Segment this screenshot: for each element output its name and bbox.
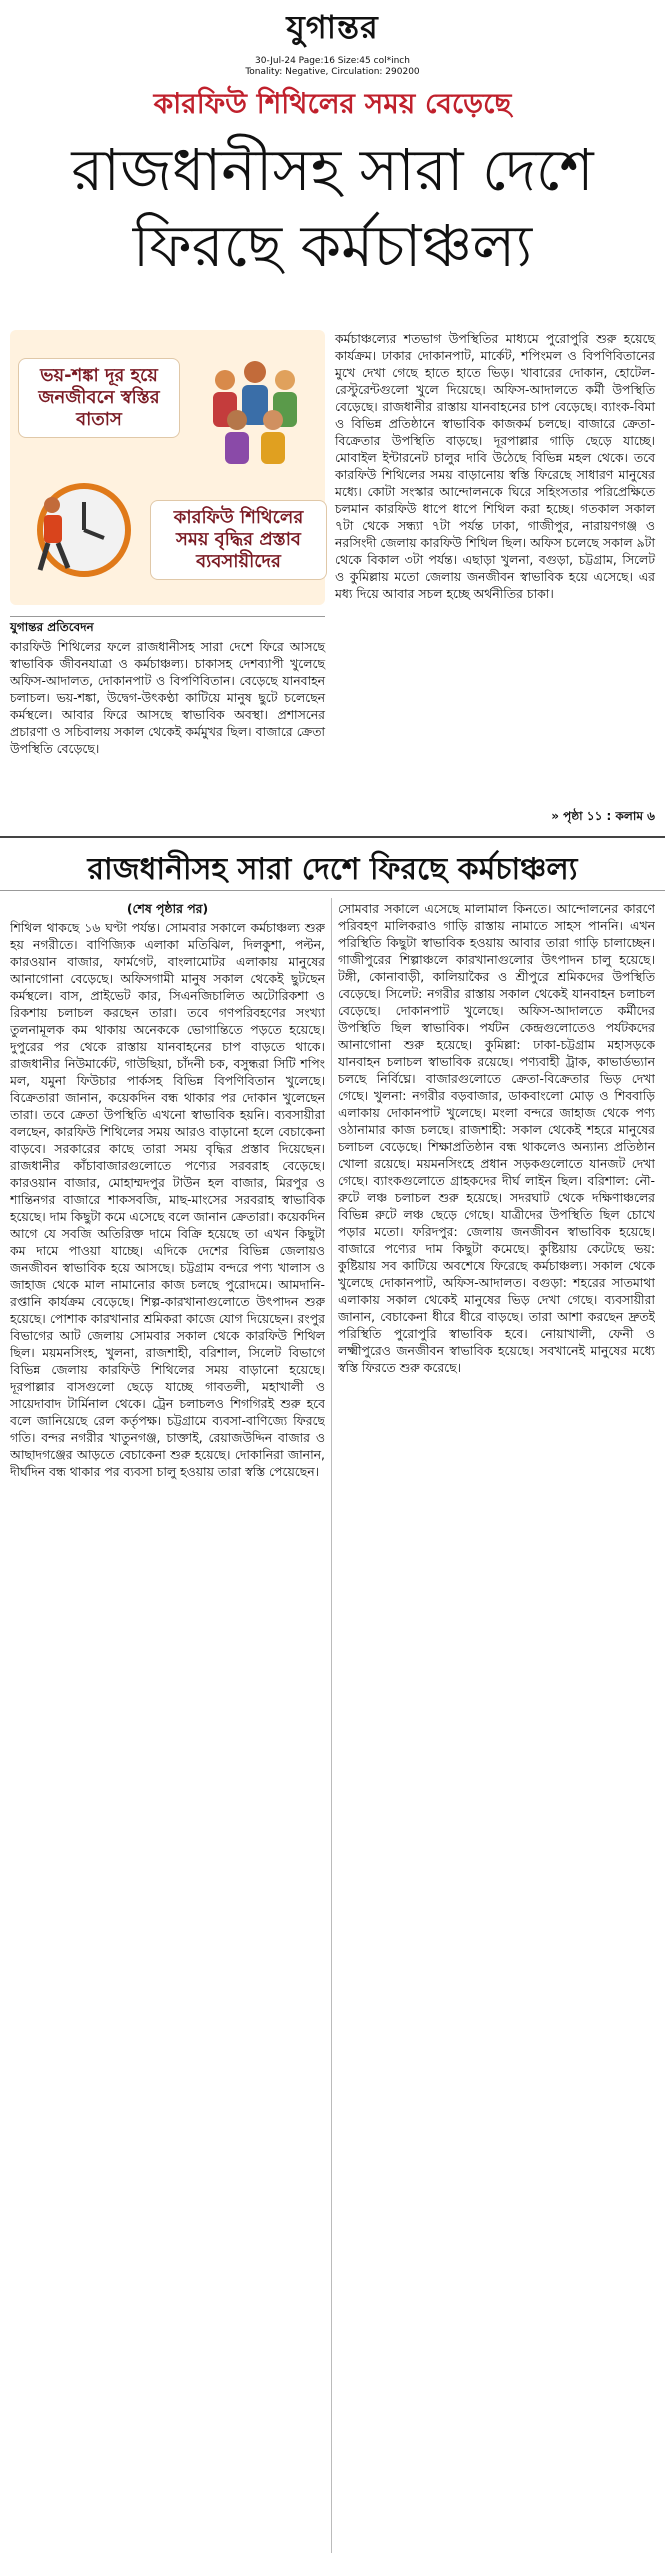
crowd-icon	[195, 350, 315, 470]
infographic-bubble-relief: ভয়-শঙ্কা দূর হয়ে জনজীবনে স্বস্তির বাতাস	[18, 358, 180, 438]
main-headline	[0, 132, 665, 284]
clipping-meta-line2: Tonality: Negative, Circulation: 290200	[245, 67, 420, 77]
newspaper-logo: যুগান্তর	[286, 8, 379, 46]
section-divider	[0, 836, 665, 838]
continuation-rule	[0, 890, 665, 891]
clipping-meta-line1: 30-Jul-24 Page:16 Size:45 col*inch	[255, 56, 410, 66]
article-intro-right: কর্মচাঞ্চল্যের শতভাগ উপস্থিতির মাধ্যমে পুরোপুরি শুরু হয়েছে কার্যক্রম। ঢাকার দোকানপাট, মার্কেট, শপিংমল ও বিপণিবিতানের মুখে দেখা গেছে হাতে হাতে ভিড়। খাবারের দোকান, হোটেল-রেস্টুরেন্টগুলো খুলে দিয়েছে। অফিস-আদালতে কর্মী উপস্থিতি বেড়েছে। রাজধানীর রাস্তায় যানবাহনের চাপ বেড়েছে। ব্যাংক-বিমা ও বিভিন্ন প্রতিষ্ঠানে স্বাভাবিক কাজকর্ম চলছে। বাজারে ক্রেতা-বিক্রেতার উপস্থিতি বাড়ছে। দূরপাল্লার গাড়ি ছেড়ে যাচ্ছে। মোবাইল ইন্টারনেট চালুর দাবি উঠেছে বিভিন্ন মহল থেকে। তবে কারফিউ শিথিলের সময় বাড়ানোয় স্বস্তি ফিরেছে সাধারণ মানুষের মধ্যে। কোটা সংস্কার আন্দোলনকে ঘিরে সহিংসতার পরিপ্রেক্ষিতে চলমান কারফিউ ধাপে ধাপে শিথিল করা হচ্ছে। গতকাল সকাল ৭টা থেকে সন্ধ্যা ৭টা পর্যন্ত ঢাকা, গাজীপুর, নারায়ণগঞ্জ ও নরসিংদী জেলায় কারফিউ শিথিল ছিল। অফিস চলেছে সকাল ৯টা থেকে বিকাল ৩টা পর্যন্ত। এছাড়া খুলনা, বগুড়া, চট্টগ্রাম, সিলেট ও কুমিল্লায় মতো জেলায় জনজীবন স্বাভাবিক হয়ে এসেছে। এর মধ্য দিয়ে আবার সচল হচ্ছে অর্থনীতির চাকা।	[335, 331, 655, 601]
intro-paragraph: কারফিউ শিথিলের ফলে রাজধানীসহ সারা দেশে ফিরে আসছে স্বাভাবিক জীবনযাত্রা ও কর্মচাঞ্চল্য। চাকাসহ দেশব্যাপী খুলেছে অফিস-আদালত, দোকানপাট ও বিপণিবিতান। বেড়েছে যানবাহন চলাচল। ভয়-শঙ্কা, উদ্বেগ-উৎকণ্ঠা কাটিয়ে মানুষ ছুটে চলেছেন কর্মস্থলে। আবার ফিরে আসছে স্বাভাবিক অবস্থা। প্রশাসনের প্রচারণা ও সচিবালয় সকাল থেকেই কর্মমুখর ছিল। বাজারে ক্রেতা উপস্থিতি বেড়েছে।	[10, 639, 325, 756]
clock-runner-icon	[22, 470, 142, 595]
continuation-text-left: শিথিল থাকছে ১৬ ঘণ্টা পর্যন্ত। সোমবার সকালে কর্মচাঞ্চল্য শুরু হয় নগরীতে। বাণিজ্যিক এলাকা মতিঝিল, দিলকুশা, পল্টন, কারওয়ান বাজার, ফার্মগেট, বাংলামোটর এলাকায় মানুষের আনাগোনা বেড়েছে। অফিসগামী মানুষ সকাল থেকেই ছুটছেন কর্মস্থলে। বাস, প্রাইভেট কার, সিএনজিচালিত অটোরিকশা ও রিকশায় চলাচল করছেন তারা। তবে গণপরিবহণের সংখ্যা তুলনামূলক কম থাকায় অনেককে ভোগান্তিতে পড়তে হয়েছে। দুপুরের পর থেকে রাস্তায় যানবাহনের চাপ বাড়তে থাকে। রাজধানীর নিউমার্কেট, গাউছিয়া, চাঁদনী চক, বসুন্ধরা সিটি শপিং মল, যমুনা ফিউচার পার্কসহ বিভিন্ন বিপণিবিতান খুলেছে। বিক্রেতারা জানান, কয়েকদিন বন্ধ থাকার পর দোকান খুলেছেন তারা। তবে ক্রেতা উপস্থিতি এখনো স্বাভাবিক হয়নি। ব্যবসায়ীরা বলছেন, কারফিউ শিথিলের সময় আরও বাড়ানো হলে বেচাকেনা বাড়বে। সরকারের কাছে তারা সময় বৃদ্ধির প্রস্তাব দিয়েছেন। রাজধানীর কাঁচাবাজারগুলোতে পণ্যের সরবরাহ বেড়েছে। কারওয়ান বাজার, মোহাম্মদপুর টাউন হল বাজার, মিরপুর ও শান্তিনগর বাজারে শাকসবজি, মাছ-মাংসের সরবরাহ স্বাভাবিক হয়েছে। দাম কিছুটা কমে এসেছে বলে জানান ক্রেতারা। কয়েকদিন আগে যে সবজি অতিরিক্ত দামে বিক্রি হয়েছে তা এখন কিছুটা কম দামে পাওয়া যাচ্ছে। এদিকে দেশের বিভিন্ন জেলায়ও জনজীবন স্বাভাবিক হয়ে আসছে। চট্টগ্রাম বন্দরে পণ্য খালাস ও জাহাজ থেকে মাল নামানোর কাজ চলছে পুরোদমে। আমদানি-রপ্তানি কার্যক্রম বেড়েছে। শিল্প-কারখানাগুলোতে উৎপাদন শুরু হয়েছে। পোশাক কারখানার শ্রমিকরা কাজে যোগ দিয়েছেন। রংপুর বিভাগের আট জেলায় সোমবার সকাল থেকে কারফিউ শিথিল ছিল। ময়মনসিংহ, খুলনা, রাজশাহী, বরিশাল, সিলেট বিভাগে বিভিন্ন জেলায় কারফিউ শিথিলের সময় বাড়ানো হয়েছে। দূরপাল্লার বাসগুলো ছেড়ে যাচ্ছে গাবতলী, মহাখালী ও সায়েদাবাদ টার্মিনাল থেকে। ট্রেন চলাচলও শিগগিরই শুরু হবে বলে জানিয়েছে রেল কর্তৃপক্ষ। চট্টগ্রামে ব্যবসা-বাণিজ্যে ফিরছে গতি। বন্দর নগরীর খাতুনগঞ্জ, চাক্তাই, রেয়াজউদ্দিন বাজার ও আছাদগঞ্জের আড়তে বেচাকেনা শুরু হয়েছে। দোকানিরা জানান, দীর্ঘদিন বন্ধ থাকার পর ব্যবসা চালু হওয়ায় তারা স্বস্তি পেয়েছেন।	[10, 920, 325, 1479]
continued-on-page: » পৃষ্ঠা ১১ : কলাম ৬	[551, 809, 655, 823]
kicker-headline: কারফিউ শিথিলের সময় বেড়েছে	[153, 87, 512, 120]
continuation-column-left	[10, 900, 325, 2569]
continuation-tag: (শেষ পৃষ্ঠার পর)	[126, 901, 209, 916]
headline-line2: ফিরছে কর্মচাঞ্চল্য	[132, 212, 533, 280]
article-intro-left	[10, 616, 325, 757]
continuation-text-right: সোমবার সকালে এসেছে মালামাল কিনতে। আন্দোলনের কারণে পরিবহণ মালিকরাও গাড়ি রাস্তায় নামাতে সাহস পাননি। এখন পরিস্থিতি কিছুটা স্বাভাবিক হওয়ায় আবার তারা গাড়ি চালাচ্ছেন। গাজীপুরের শিল্পাঞ্চলে কারখানাগুলোর উৎপাদন চালু হয়েছে। টঙ্গী, কোনাবাড়ী, কালিয়াকৈর ও শ্রীপুরে শ্রমিকদের উপস্থিতি বেড়েছে। সিলেট: নগরীর রাস্তায় সকাল থেকেই যানবাহন চলাচল বেড়েছে। দোকানপাট খুলেছে। অফিস-আদালতে কর্মীদের উপস্থিতি ছিল স্বাভাবিক। পর্যটন কেন্দ্রগুলোতেও পর্যটকদের আনাগোনা শুরু হয়েছে। কুমিল্লা: ঢাকা-চট্টগ্রাম মহাসড়কে যানবাহন চলাচল স্বাভাবিক রয়েছে। পণ্যবাহী ট্রাক, কাভার্ডভ্যান চলছে নির্বিঘ্নে। বাজারগুলোতে ক্রেতা-বিক্রেতার ভিড় দেখা গেছে। খুলনা: নগরীর বড়বাজার, ডাকবাংলো মোড় ও শিববাড়ি এলাকায় দোকানপাট খুলেছে। মংলা বন্দরে জাহাজ থেকে পণ্য ওঠানামার কাজ চলছে। রাজশাহী: সকাল থেকেই শহরে মানুষের চলাচল বেড়েছে। শিক্ষাপ্রতিষ্ঠান বন্ধ থাকলেও অন্যান্য প্রতিষ্ঠান খোলা রয়েছে। ময়মনসিংহে প্রধান সড়কগুলোতে যানজট দেখা গেছে। ব্যাংকগুলোতে গ্রাহকদের দীর্ঘ লাইন ছিল। বরিশাল: নৌ-রুটে লঞ্চ চলাচল শুরু হয়েছে। সদরঘাট থেকে দক্ষিণাঞ্চলের বিভিন্ন রুটে লঞ্চ ছেড়ে গেছে। যাত্রীদের উপস্থিতি ছিল চোখে পড়ার মতো। ফরিদপুর: জেলায় জনজীবন স্বাভাবিক হয়েছে। বাজারে পণ্যের দাম কিছুটা কমেছে। কুষ্টিয়ায় কেটেছে ভয়: কুষ্টিয়ায় সব কাটিয়ে অবশেষে ফিরেছে কর্মচাঞ্চল্য। সকাল থেকে খুলেছে দোকানপাট, অফিস-আদালত। বগুড়া: শহরের সাতমাথা এলাকায় সকাল থেকেই মানুষের ভিড় দেখা গেছে। ব্যবসায়ীরা জানান, বেচাকেনা ধীরে ধীরে বাড়ছে। তারা আশা করছেন দ্রুতই পরিস্থিতি পুরোপুরি স্বাভাবিক হবে। নোয়াখালী, ফেনী ও লক্ষ্মীপুরেও জনজীবন স্বাভাবিক হয়েছে। সবখানেই মানুষের মধ্যে স্বস্তি ফিরতে শুরু করেছে।	[338, 901, 655, 1375]
headline-line1: রাজধানীসহ সারা দেশে	[71, 136, 594, 204]
continuation-headline: রাজধানীসহ সারা দেশে ফিরছে কর্মচাঞ্চল্য	[87, 852, 578, 887]
column-rule	[331, 898, 332, 2553]
continuation-column-right	[338, 900, 655, 2550]
infographic	[10, 330, 325, 605]
reporter-byline: যুগান্তর প্রতিবেদন	[10, 616, 325, 636]
infographic-bubble-proposal: কারফিউ শিথিলের সময় বৃদ্ধির প্রস্তাব ব্যবসায়ীদের	[150, 500, 327, 580]
masthead	[0, 0, 665, 77]
